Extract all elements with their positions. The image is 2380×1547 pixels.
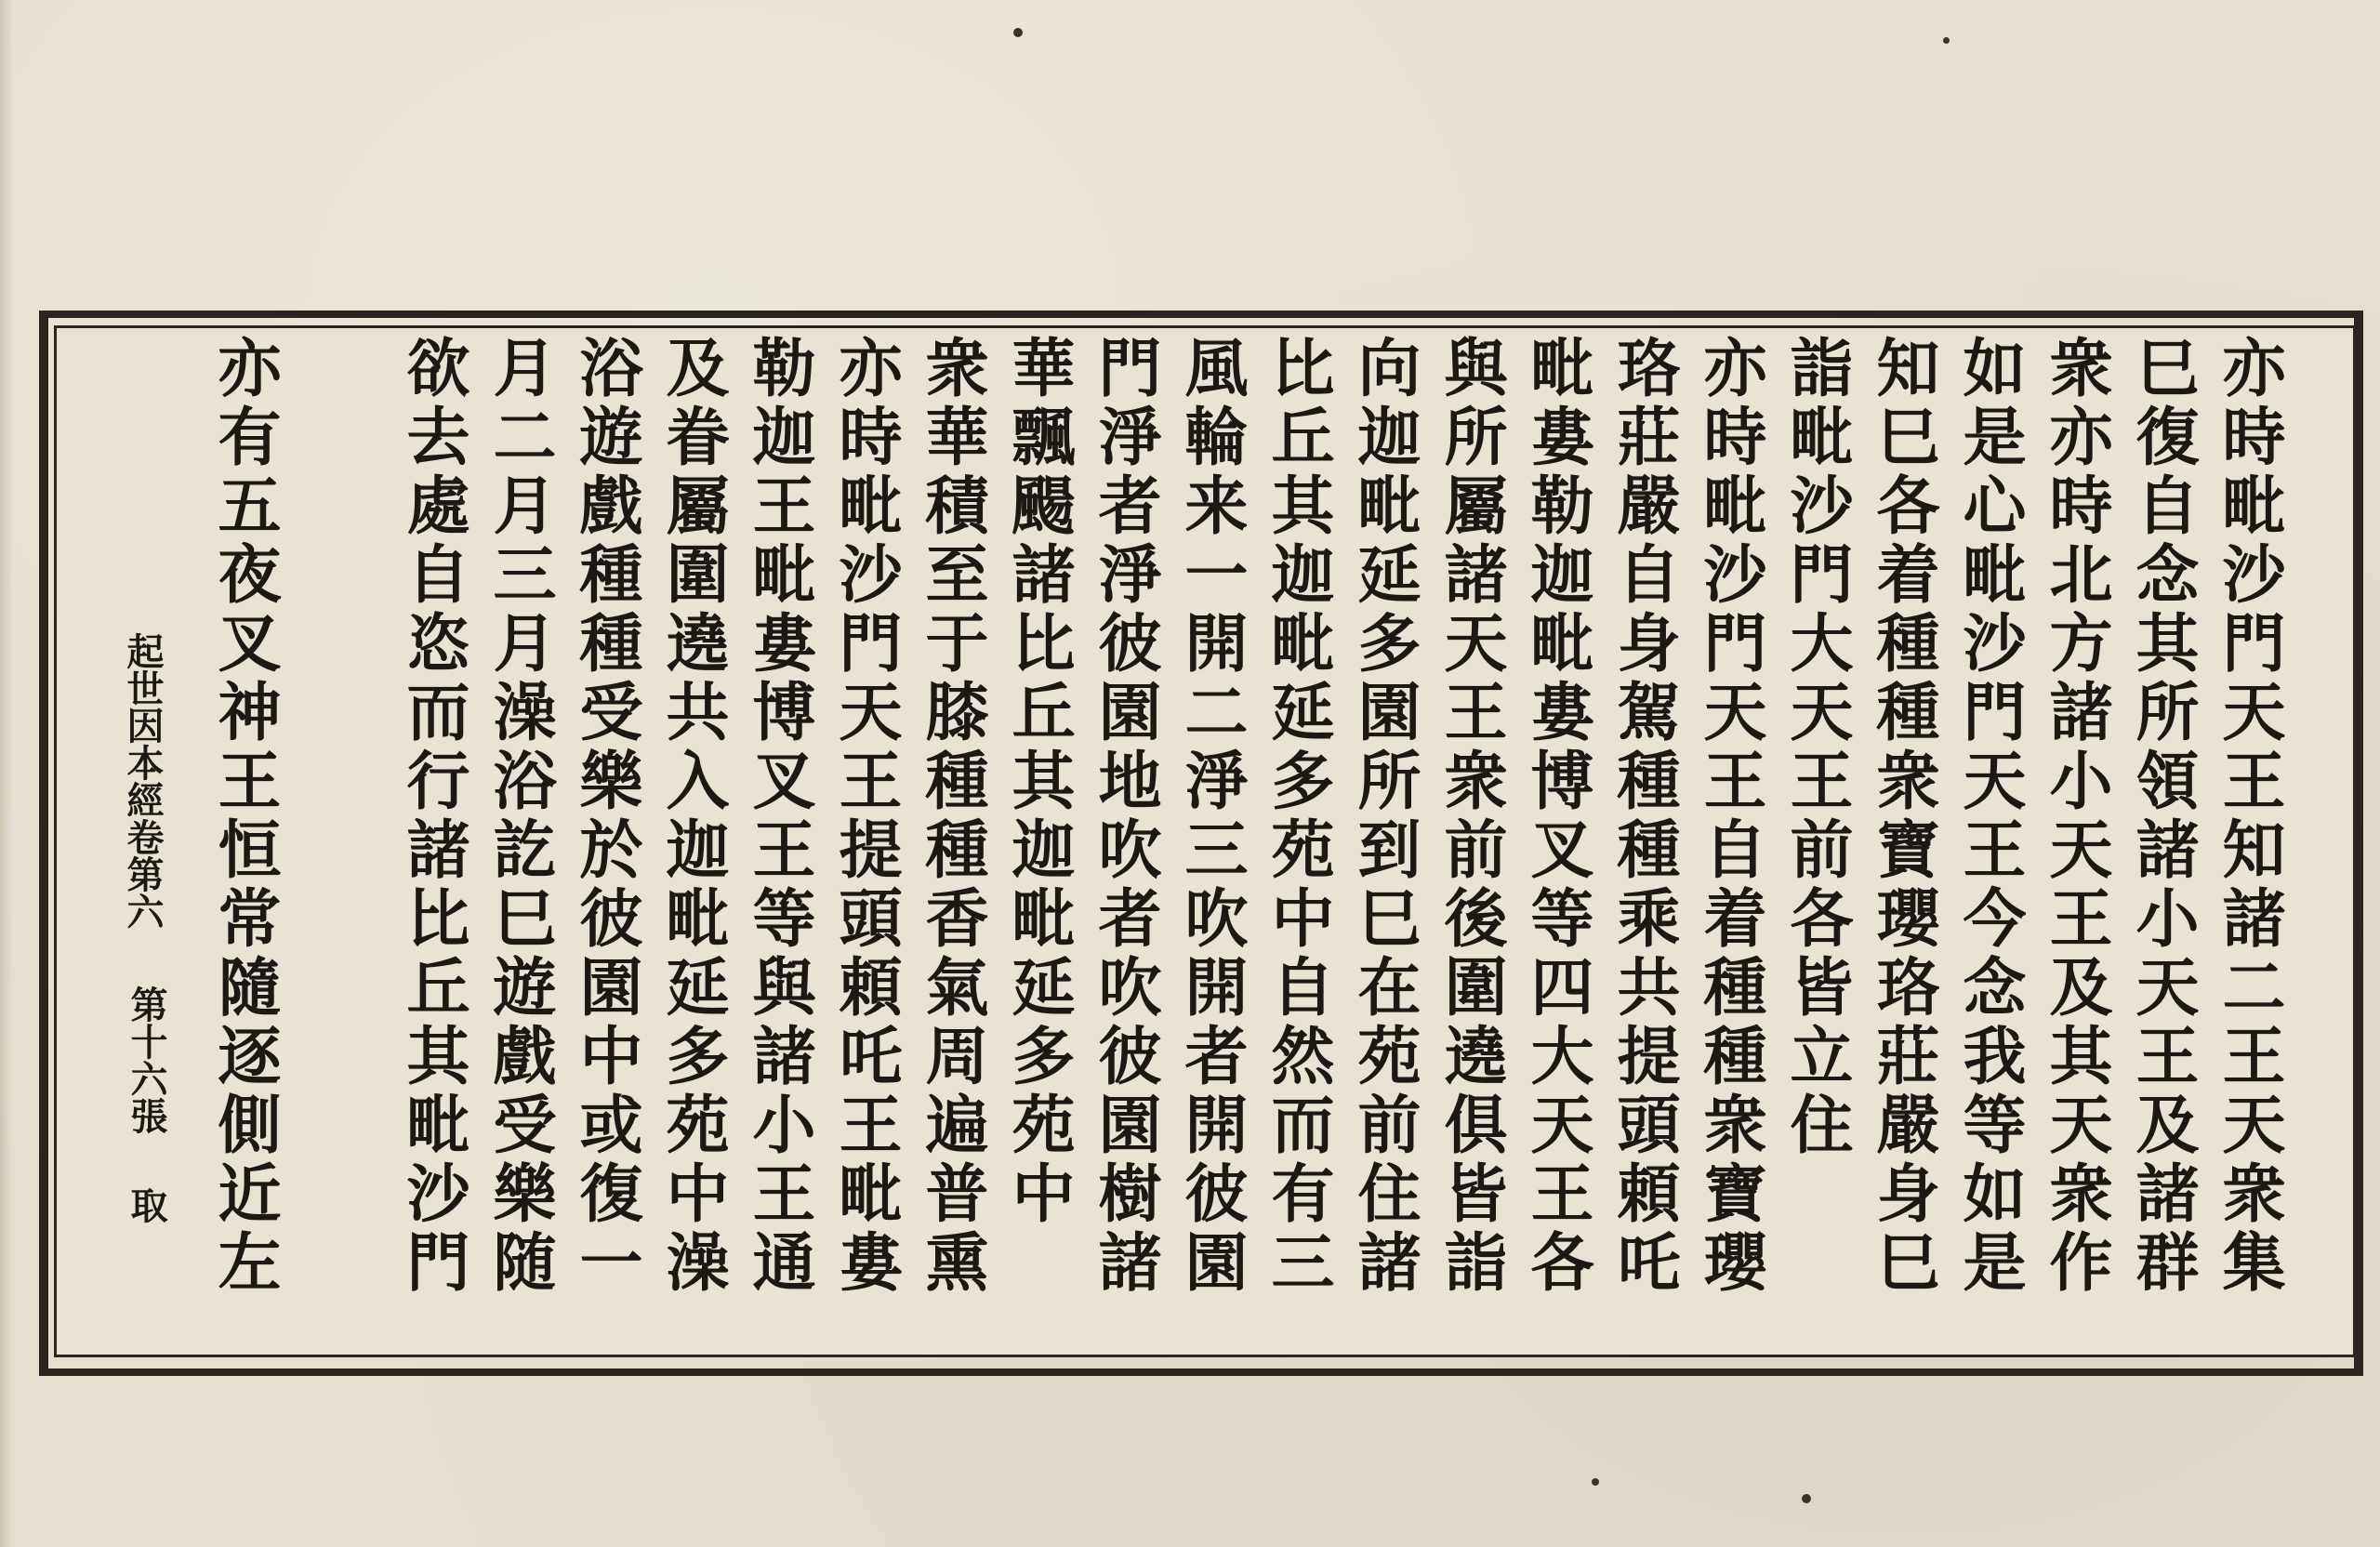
ink-speck [1943,37,1950,44]
text-column-9: 毗婁勒迦毗婁博叉等四大天王各 [1520,335,1594,1298]
text-column-23: 亦有五夜叉神王恒常隨逐側近左 [207,335,282,1298]
text-column-16: 衆華積至于膝種種香氣周遍普熏 [915,335,989,1298]
text-column-12: 比丘其迦毗延多苑中自然而有三 [1261,335,1335,1298]
text-column-8: 珞莊嚴自身駕種種乘共提頭頼吒 [1606,335,1681,1298]
page-fold [0,0,13,1547]
text-column-10: 與所屬諸天王衆前後圍遶俱皆詣 [1434,335,1508,1298]
text-column-20: 浴遊戲種種受樂於彼園中或復一 [569,335,643,1298]
text-column-11: 向迦毗延多園所到巳在苑前住諸 [1347,335,1421,1298]
text-column-13: 風輪来一開二淨三吹開者開彼園 [1174,335,1249,1298]
text-column-21: 月二月三月澡浴訖巳遊戲受樂随 [483,335,557,1298]
block-title-note: 起世因本經卷第六 [121,632,165,930]
text-column-2: 巳復自念其所領諸小天王及諸群 [2125,335,2200,1298]
text-column-6: 詣毗沙門大天王前各皆立住 [1779,335,1854,1160]
text-column-18: 勒迦王毗婁博叉王等與諸小王通 [742,335,816,1298]
ink-speck [1013,28,1023,37]
text-column-19: 及眷屬圍遶共入迦毗延多苑中澡 [655,335,730,1298]
text-column-3: 衆亦時北方諸小天王及其天衆作 [2039,335,2113,1298]
text-column-1: 亦時毗沙門天王知諸二王天衆集 [2212,335,2286,1298]
text-column-7: 亦時毗沙門天王自着種種衆寶瓔 [1693,335,1767,1298]
text-column-4: 如是心毗沙門天王今念我等如是 [1952,335,2027,1298]
ink-speck [1802,1494,1811,1503]
page-number-note: 第十六張 [125,985,168,1134]
ink-speck [1592,1478,1599,1486]
page-mark-note: 取 [125,1186,168,1223]
text-column-5: 知巳各着種種衆寶瓔珞莊嚴身巳 [1866,335,1940,1298]
text-column-17: 亦時毗沙門天王提頭頼吒王毗婁 [828,335,903,1298]
text-column-22: 欲去處自恣而行諸比丘其毗沙門 [396,335,470,1298]
text-column-15: 華飄颺諸比丘其迦毗延多苑中 [1001,335,1076,1229]
text-column-14: 門淨者淨彼園地吹者吹彼園樹諸 [1088,335,1162,1298]
